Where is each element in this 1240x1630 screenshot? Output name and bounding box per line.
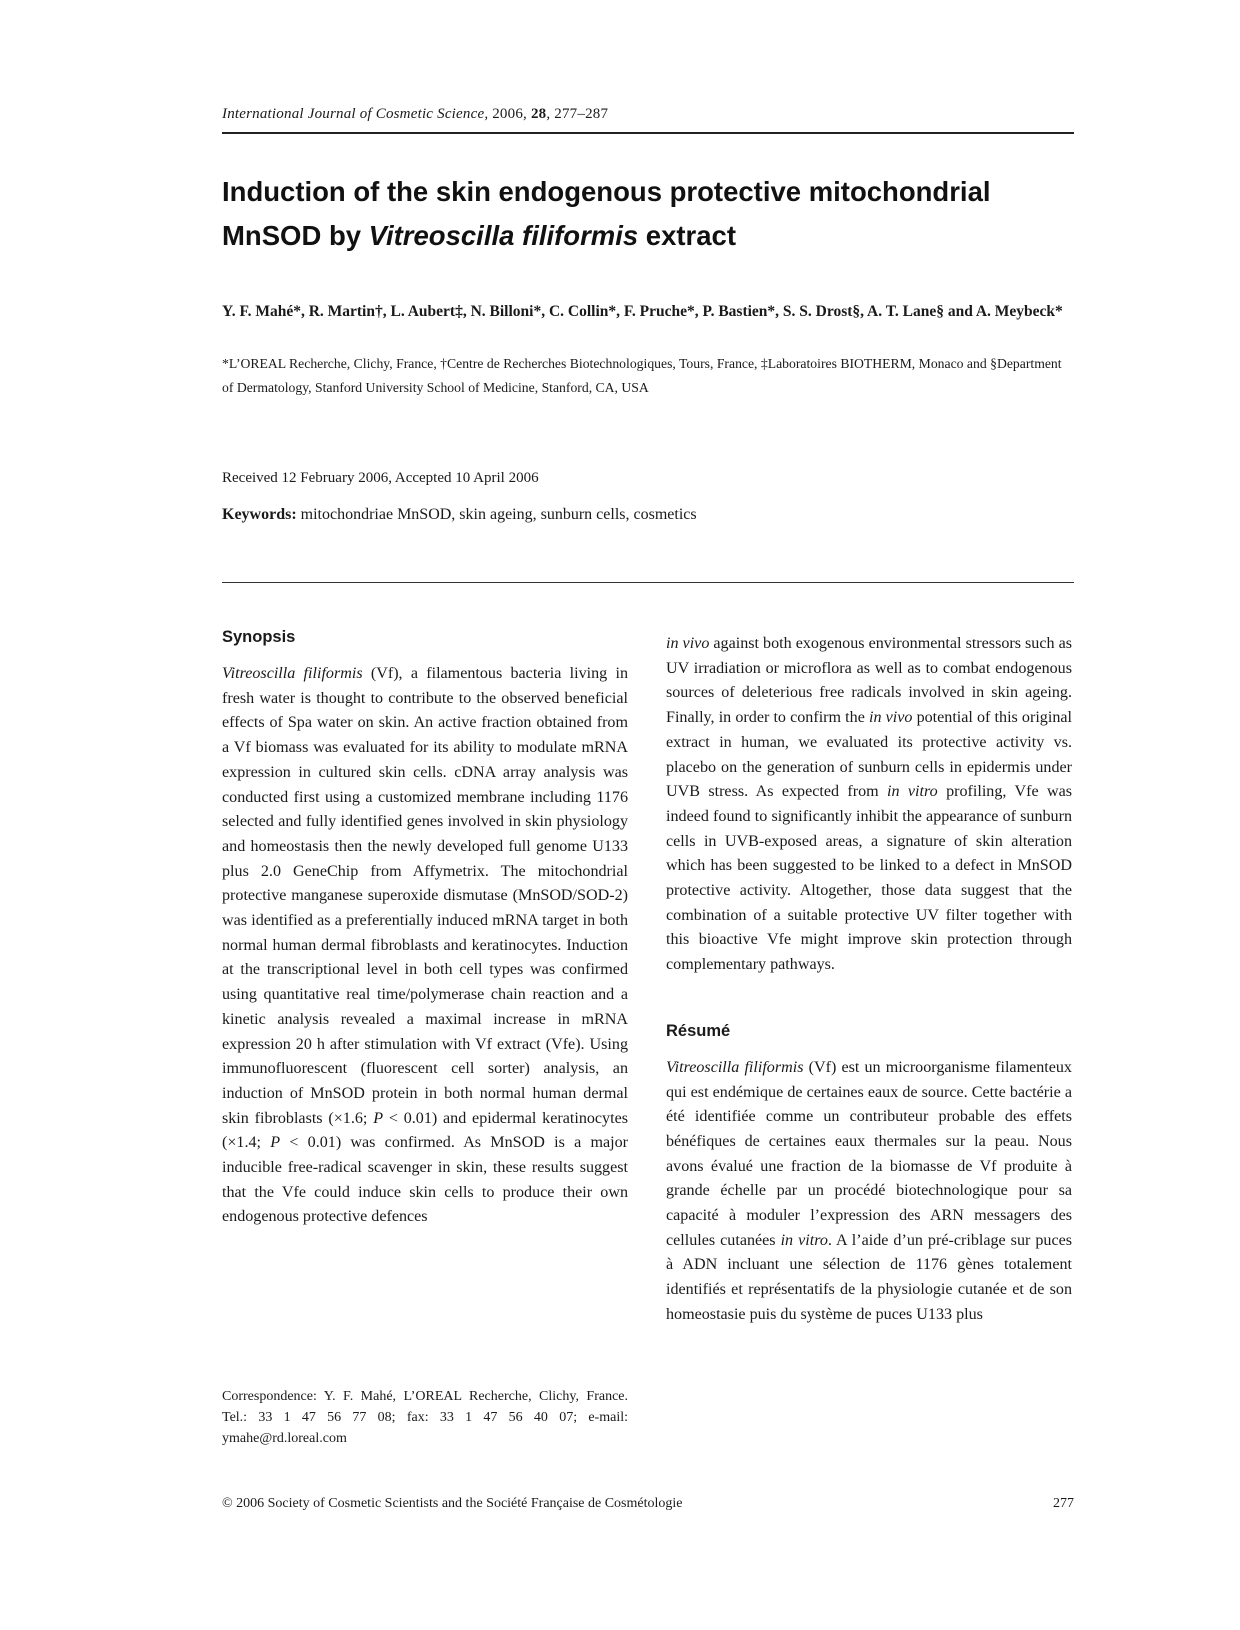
resume-text — [666, 1056, 1072, 1328]
resume-text-a: (Vf) est un microorganisme filamenteux qui est endémique de certaines eaux de source. Cette bactérie a été identifiée comme un contributeur probable des effets bénéfiques de certaines eaux thermales sur la peau. Nous avons évalué une fraction de la biomasse de Vf produite à grande échelle par un procédé biotechnologique pour sa capacité à moduler l’expression des ARN messagers des cellules cutanées — [666, 1058, 1072, 1249]
synopsis-part-2 — [666, 632, 1072, 978]
journal-pages: 277–287 — [554, 106, 609, 122]
synopsis-part-1 — [222, 662, 628, 1230]
keywords-label: Keywords: — [222, 506, 297, 523]
header-rule — [222, 132, 1074, 134]
title-part-2: extract — [638, 220, 736, 251]
synopsis-text-e: potential of this original extract in human, we evaluated its protective activity vs. placebo on the generation of sunburn cells in epidermis under UVB stress. As expected from — [666, 709, 1072, 801]
received-dates: Received 12 February 2006, Accepted 10 April 2006 — [222, 470, 539, 486]
title-species: Vitreoscilla filiformis — [368, 220, 639, 251]
synopsis-in-vivo-1: in vivo — [666, 635, 710, 652]
article-title — [222, 170, 1092, 258]
keywords-text: mitochondriae MnSOD, skin ageing, sunburn cells, cosmetics — [296, 506, 697, 523]
synopsis-p-value-2: P — [270, 1134, 281, 1152]
synopsis-text-a: (Vf), a filamentous bacteria living in fresh water is thought to contribute to the observed beneficial effects of Spa water on skin. An active fraction obtained from a Vf biomass was evaluated for its ability to modulate mRNA expression in cultured skin cells. cDNA array analysis was conducted first using a customized membrane including 1176 selected and fully identified genes involved in skin physiology and homeostasis then the newly developed full genome U133 plus 2.0 GeneChip from Affymetrix. The mitochondrial protective manganese superoxide dismutase (MnSOD/SOD-2) was identified as a preferentially induced mRNA target in both normal human dermal fibroblasts and keratinocytes. Induction at the transcriptional level in both cell types was confirmed using quantitative real time/polymerase chain reaction and a kinetic analysis revealed a maximal increase in mRNA expression 20 h after stimulation with Vf extract (Vfe). Using immunofluorescent (fluorescent cell sorter) analysis, an induction of MnSOD protein in both normal human dermal skin fibroblasts (×1.6; — [222, 665, 628, 1127]
section-gap — [666, 978, 1072, 1016]
left-column — [222, 622, 628, 1230]
synopsis-heading: Synopsis — [222, 628, 296, 646]
running-head — [222, 106, 1074, 123]
resume-species: Vitreoscilla filiformis — [666, 1058, 804, 1076]
synopsis-text-f: profiling, Vfe was indeed found to significantly inhibit the appearance of sunburn cells in UVB-exposed areas, a signature of skin alteration which has been suggested to be linked to a defect in MnSOD protective activity. Altogether, those data suggest that the combination of a suitable protective UV filter together with this bioactive Vfe might improve skin protection through complementary pathways. — [666, 783, 1073, 974]
journal-year: 2006 — [492, 106, 524, 122]
resume-heading: Résumé — [666, 1021, 731, 1040]
affiliations: *L’OREAL Recherche, Clichy, France, †Centre de Recherches Biotechnologiques, Tours, France, ‡Laboratoires BIOTHERM, Monaco and §Department of Dermatology, Stanford University School of Medicine, Stanford, CA, USA — [222, 356, 1062, 395]
running-head-sep-2: , — [523, 106, 531, 122]
synopsis-text-c: < 0.01) was confirmed. As MnSOD is a major inducible free-radical scavenger in skin, these results suggest that the Vfe could induce skin cells to produce their own endogenous protective defences — [222, 1134, 628, 1226]
resume-text-b: . A l’aide d’un pré-criblage sur puces à ADN incluant une sélection de 1176 gènes totalement identifiés et représentatifs de la physiologie cutanée et de son homeostasie puis du système de puces U133 plus — [666, 1231, 1072, 1323]
journal-volume: 28 — [530, 106, 547, 122]
synopsis-species: Vitreoscilla filiformis — [222, 665, 363, 682]
synopsis-p-value-1: P — [373, 1109, 384, 1127]
correspondence-note: Correspondence: Y. F. Mahé, L’OREAL Recherche, Clichy, France. Tel.: 33 1 47 56 77 08; fax: 33 1 47 56 40 07; e-mail: ymahe@rd.loreal.com — [222, 1389, 628, 1446]
page-number: 277 — [1053, 1496, 1074, 1511]
resume-in-vitro: in vitro — [780, 1231, 828, 1249]
synopsis-text-d: against both exogenous environmental stressors such as UV irradiation or microflora as well as to combat endogenous sources of deleterious free radicals involved in skin ageing. Finally, in order to confirm the — [666, 635, 1072, 727]
copyright-line: © 2006 Society of Cosmetic Scientists and the Société Française de Cosmétologie — [222, 1496, 683, 1511]
keywords — [222, 506, 1074, 524]
section-rule — [222, 582, 1074, 583]
author-list: Y. F. Mahé*, R. Martin†, L. Aubert‡, N. Billoni*, C. Collin*, F. Pruche*, P. Bastien*, S. S. Drost§, A. T. Lane§ and A. Meybeck* — [222, 303, 1063, 320]
title-part-1: Induction of the skin endogenous protective mitochondrial MnSOD by — [222, 176, 991, 251]
journal-name: International Journal of Cosmetic Science — [222, 106, 485, 122]
right-column — [666, 632, 1072, 1328]
synopsis-text-b: < 0.01) and epidermal keratinocytes (×1.4; — [222, 1109, 628, 1152]
synopsis-in-vivo-2: in vivo — [868, 709, 913, 727]
running-head-sep-1: , — [484, 106, 493, 122]
running-head-sep-3: , — [546, 106, 555, 122]
synopsis-in-vitro: in vitro — [887, 783, 938, 801]
